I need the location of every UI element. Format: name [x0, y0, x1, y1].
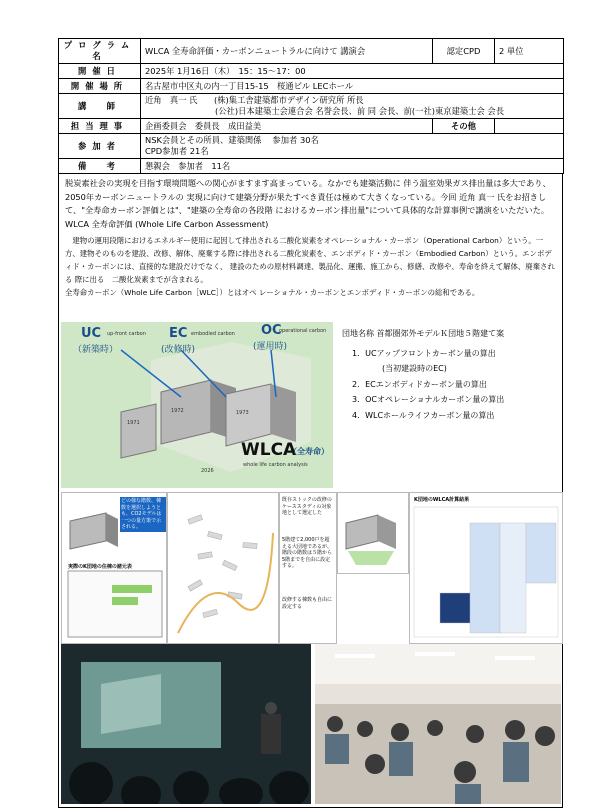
participants-value: [141, 134, 564, 159]
year-label-3: 1973: [236, 410, 249, 416]
slide-building-model: [61, 492, 167, 644]
map-note: 既存ストックの改修のケーススタディの対象地として選定した: [282, 497, 332, 516]
participants-line2: CPD参加者 21名: [145, 146, 209, 156]
other-value: [495, 119, 564, 134]
cpd-label: 認定CPD: [433, 39, 495, 64]
site-map-graphic: [168, 493, 278, 643]
intro-paragraph: 脱炭素社会の実現を目指す環境問題への関心がますます高まっている。なかでも建築活動に 伴う温室効果ガス排出量は多大であり、2050年カーボンニュートラルの 実現に向けて建築分野が果たすべき責任は極めて大きくなっている。今回 近角 真一 氏をお招きして、"全寿命カーボン評価とは"、"建築の全寿命の各段階 におけるカーボン排出量"について具体的な計算事例で講演をいただいた。 WLCA 全寿命評価 (Whole Life Carbon Assessment): [65, 178, 551, 229]
date-label: 開催日: [59, 64, 141, 79]
lecture-photo-2: [315, 644, 561, 804]
building-block-2-side: [271, 384, 296, 442]
speaker-line1: 近角 真一 氏 (株)集工舎建築都市デザイン研究所 所長: [145, 95, 364, 105]
speaker-value: [141, 94, 564, 119]
wlca-en-label: whole life carbon analysis: [243, 462, 308, 468]
year-label-2: 1972: [171, 408, 184, 414]
wlca-jp-label: （全寿命）: [289, 447, 329, 456]
map-note-3: 改修する棟数も自由に設定する: [282, 597, 333, 610]
uc-en-label: up-front carbon: [107, 331, 146, 337]
participants-line1: NSK会員とその所員、建築関係 参加者 30名: [145, 135, 319, 145]
remarks-value: 懇親会 参加者 11名: [141, 159, 564, 174]
wlca-sheet-graphic: [410, 493, 562, 643]
wlca-diagram: [61, 322, 333, 488]
sheet-title: K団地のWLCA計算結果: [414, 497, 470, 503]
oc-en-label: operational carbon: [279, 328, 327, 334]
uc-jp-label: （新築時）: [73, 345, 119, 355]
model-note: どの様な階数、棟数を選択しようとも、CO2モデルは一つの量方策で示される。: [120, 497, 166, 532]
slide-wlca-sheet: [409, 492, 563, 644]
program-label: プログラム名: [59, 39, 141, 64]
wlca-label: WLCA: [241, 440, 297, 460]
definition-text-1: 建物の運用段階におけるエネルギー使用に起因して排出される二酸化炭素をオペレーショナル・カーボン（Operational Carbon）という。一方、建物そのものを建設、改修、解体、廃棄する際に排出される二酸化炭素を、エンボディド・カーボン（Embodied Carbon）という。エンボディド・カーボンには、直接的な建設だけでなく、 建設のための原材料調達、製品化、運搬、施工から、修繕、改修や、寿命を終えて解体、廃棄される 際に出る 二酸化炭素までが含まれる。: [65, 236, 555, 284]
case-item-4: 4．WLCホールライフカーボン量の算出: [352, 410, 495, 420]
cpd-value: 2 単位: [495, 39, 564, 64]
slide-renovation: [337, 492, 409, 574]
map-note-2: 5階建て2,000戸を超える大団地であるが、階段の階数は５階から5階までを自由に設定する。: [282, 537, 333, 569]
ec-jp-label: (改修時): [161, 345, 196, 355]
speaker-label: 講 師: [59, 94, 141, 119]
case-item-2: 2．ECエンボディドカーボン量の算出: [352, 379, 487, 389]
director-label: 担当理事: [59, 119, 141, 134]
lecture-photo-1-graphic: [61, 644, 311, 804]
oc-label: OC: [261, 323, 282, 338]
definition-paragraph: [59, 231, 562, 299]
director-value: 企画委員会 委員長 成田益美: [141, 119, 433, 134]
lecture-photo-1: [61, 644, 311, 804]
ec-en-label: embodied carbon: [191, 331, 235, 337]
case-item-3: 3．OCオペレーショナルカーボン量の算出: [352, 395, 505, 404]
date-value: 2025年 1月16日（木） 15：15～17：00: [141, 64, 564, 79]
building-block-3: [121, 404, 156, 458]
year-label-4: 2026: [201, 468, 214, 474]
case-title: 団地名称 首都圏郊外モデルＫ団地５階建て案: [342, 329, 505, 338]
place-value: 名古屋市中区丸の内一丁目15-15 桜通ビル LECホール: [141, 79, 564, 94]
definition-text-2: 全寿命カーボン（Whole Life Carbon［WLC］）とはオペ レーショナル・カーボンとエンボディド・カーボンの総和である。: [65, 287, 480, 297]
case-item-1: 1．UCアップフロントカーボン量の算出: [352, 348, 496, 358]
program-title: WLCA 全寿命評価・カーボンニュートラルに向けて 講演会: [141, 39, 433, 64]
slide-site-map: [167, 492, 279, 644]
spec-table-title: 実際のK団地の住棟の諸元表: [68, 564, 132, 570]
speaker-line2: (公社)日本建築士会連合会 名誉会長、前 同 会長、前(一社)東京建築士会 会長: [215, 106, 504, 116]
slide-case-note: [279, 492, 337, 644]
case-study-list: [342, 326, 562, 423]
place-label: 開催場所: [59, 79, 141, 94]
uc-label: UC: [81, 326, 102, 341]
remarks-label: 備 考: [59, 159, 141, 174]
other-label: その他: [433, 119, 495, 134]
oc-jp-label: (運用時): [253, 342, 288, 352]
ec-label: EC: [169, 326, 188, 341]
case-item-1-note: (当初建設時のEC): [382, 364, 447, 373]
renovation-graphic: [338, 493, 408, 573]
year-label-1: 1971: [127, 420, 140, 426]
report-body: [58, 174, 563, 808]
info-table: [58, 38, 564, 174]
participants-label: 参加者: [59, 134, 141, 159]
lecture-photo-2-graphic: [315, 644, 561, 804]
report-page: [58, 38, 563, 808]
